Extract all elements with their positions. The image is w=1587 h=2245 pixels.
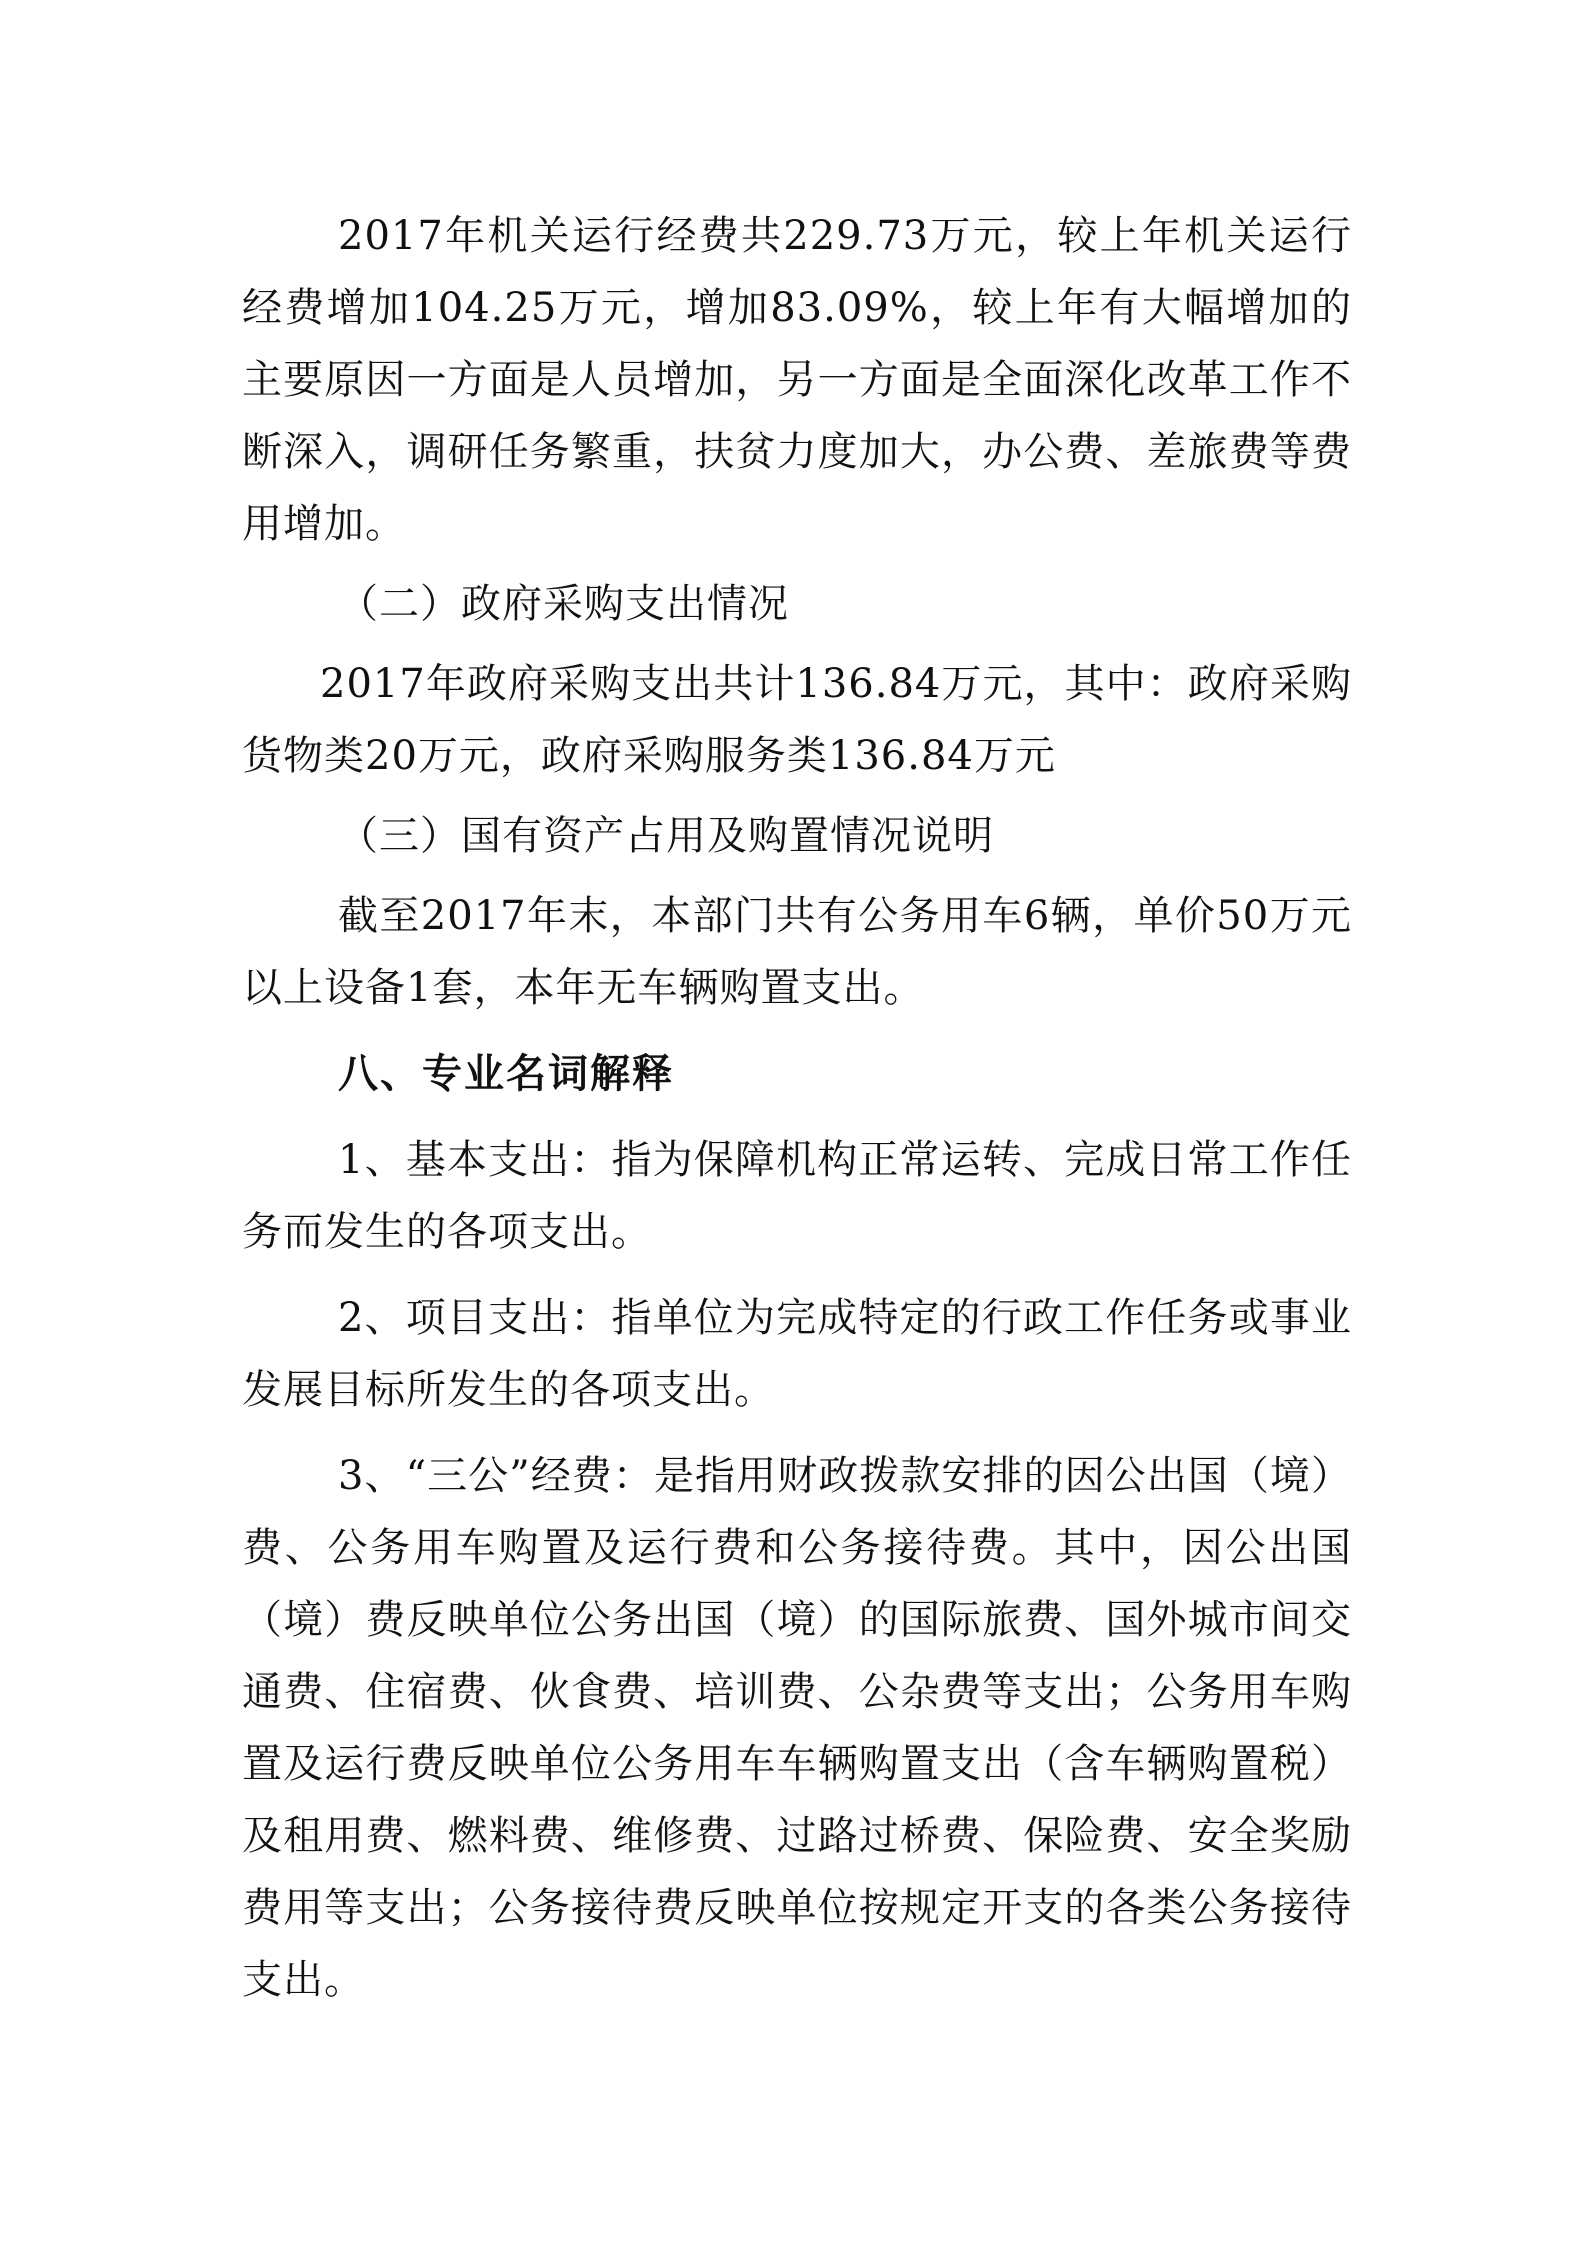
procurement-paragraph: 2017年政府采购支出共计136.84万元，其中：政府采购货物类20万元，政府采购服务类136.84万元 <box>242 661 1352 779</box>
term-project-expenditure: 2、项目支出：指单位为完成特定的行政工作任务或事业发展目标所发生的各项支出。 <box>242 1295 1352 1413</box>
operating-expenses-paragraph: 2017年机关运行经费共229.73万元，较上年机关运行经费增加104.25万元，增加83.09%，较上年有大幅增加的主要原因一方面是人员增加，另一方面是全面深化改革工作不断深入，调研任务繁重，扶贫力度加大，办公费、差旅费等费用增加。 <box>242 213 1352 547</box>
term-three-public-expenses: 3、“三公”经费：是指用财政拨款安排的因公出国（境）费、公务用车购置及运行费和公务接待费。其中，因公出国（境）费反映单位公务出国（境）的国际旅费、国外城市间交通费、住宿费、伙食费、培训费、公杂费等支出；公务用车购置及运行费反映单位公务用车车辆购置支出（含车辆购置税）及租用费、燃料费、维修费、过路过桥费、保险费、安全奖励费用等支出；公务接待费反映单位按规定开支的各类公务接待支出。 <box>242 1453 1352 2003</box>
term-basic-expenditure: 1、基本支出：指为保障机构正常运转、完成日常工作任务而发生的各项支出。 <box>242 1137 1352 1255</box>
assets-heading: （三）国有资产占用及购置情况说明 <box>338 813 994 859</box>
section-heading-glossary: 八、专业名词解释 <box>338 1051 674 1097</box>
assets-paragraph: 截至2017年末，本部门共有公务用车6辆，单价50万元以上设备1套，本年无车辆购置支出。 <box>242 893 1352 1011</box>
document-body <box>242 200 1352 2016</box>
procurement-heading: （二）政府采购支出情况 <box>338 581 789 627</box>
